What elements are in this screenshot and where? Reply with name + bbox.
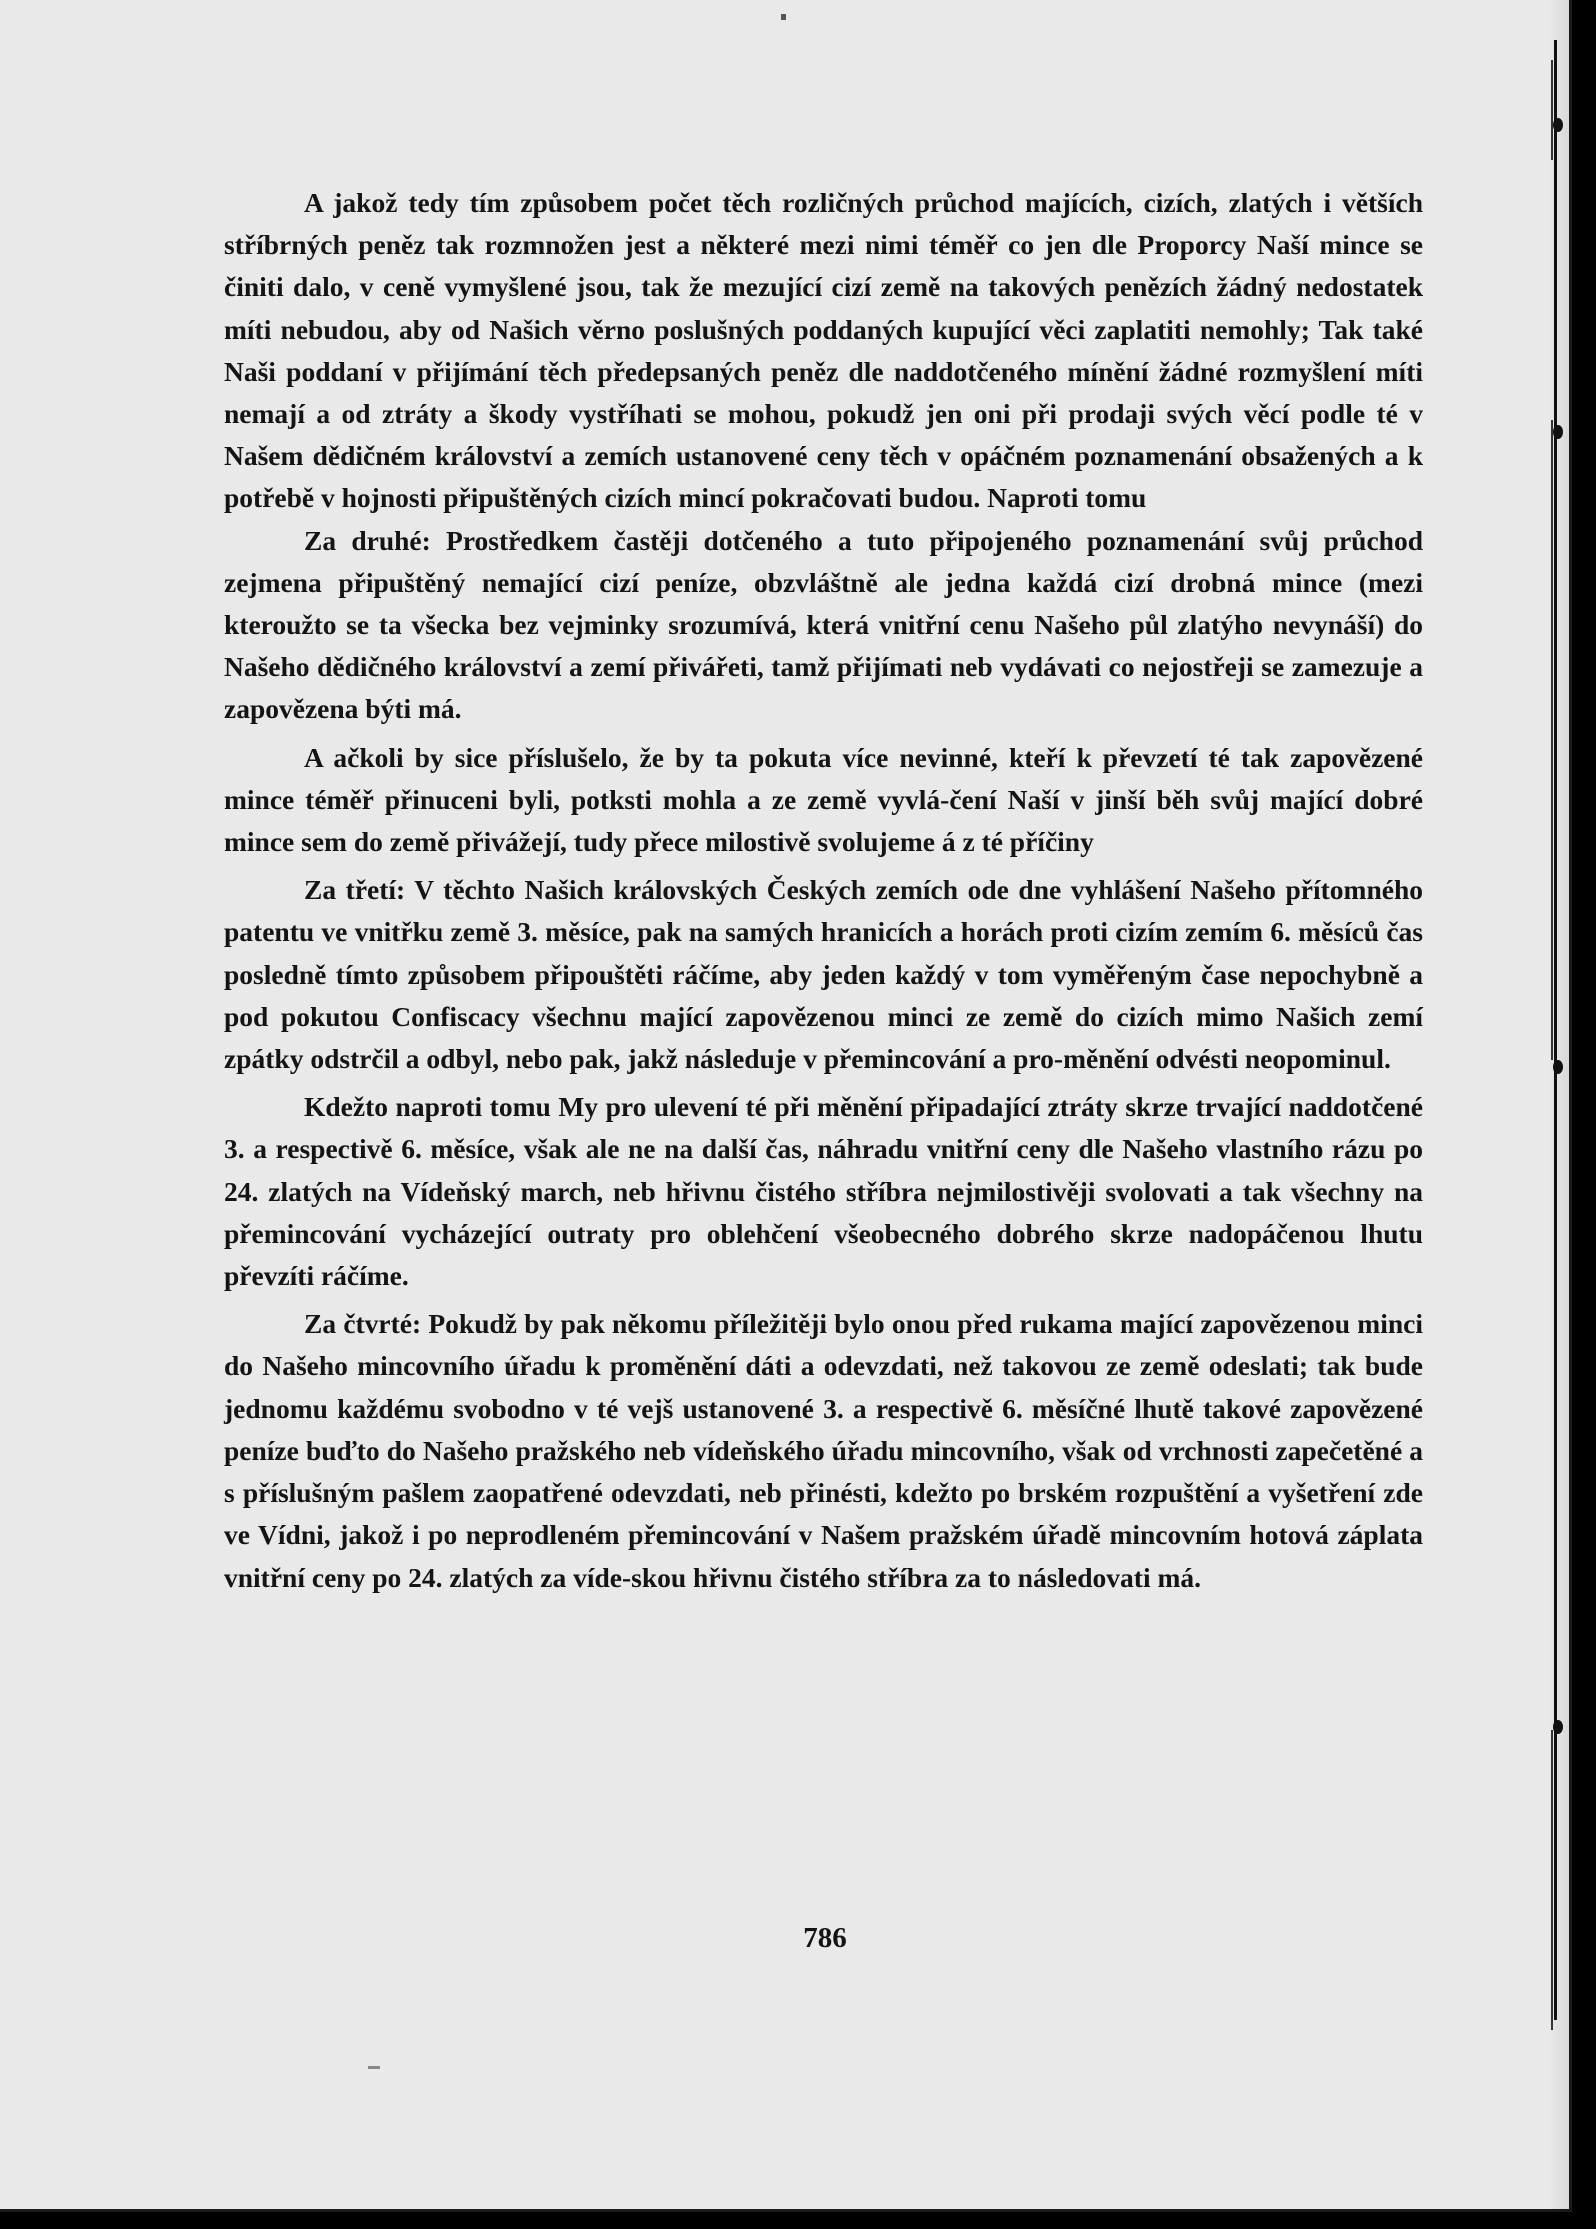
edge-bracket <box>1551 60 1567 160</box>
paragraph-3: A ačkoli by sice příslušelo, že by ta pokuta více nevinné, kteří k převzetí té tak zapovězené mince téměř přinuceni byli, potksti mohla a ze země vyvlá-čení Naší v jinší běh svůj mající dobré mince sem do země přivážejí, tudy přece milostivě svolujeme á z té příčiny <box>224 741 1423 858</box>
edge-bracket <box>1551 1730 1567 2030</box>
edge-marker <box>1553 1060 1563 1074</box>
paragraph-6: Za čtvrté: Pokudž by pak někomu příležitěji bylo onou před rukama mající zapovězenou minci do Našeho mincovního úřadu k proměnění dáti a odevzdati, než takovou ze země odeslati; tak bude jednomu každému svobodno v té vejš ustanovené 3. a respectivě 6. měsíčné lhutě takové zapovězené peníze buďto do Našeho pražského neb vídeňského úřadu mincovního, však od vrchnosti zapečetěné a s příslušným pašlem zaopatřené odevzdati, neb přinésti, kdežto po brském rozpuštění a vyšetření zde ve Vídni, jakož i po neprodleném přemincování v Našem pražském úřadě mincovním hotová záplata vnitřní ceny po 24. zlatých za víde-skou hřivnu čistého stříbra za to následovati má. <box>224 1308 1423 1593</box>
scan-speck <box>368 2066 380 2069</box>
page-edge-binding <box>1549 0 1569 2209</box>
scan-speck <box>781 14 786 20</box>
paragraph-2: Za druhé: Prostředkem častěji dotčeného a tuto připojeného poznamenání svůj průchod zejmena připuštěný nemající cizí peníze, obzvláštně ale jedna každá cizí drobná mince (mezi kteroužto se ta všecka bez vejminky srozumívá, která vnitřní cenu Našeho půl zlatýho nevynáší) do Našeho dědičného království a zemí přivářeti, tamž přijímati neb vydávati co nejostřeji se zamezuje a zapovězena býti má. <box>224 524 1423 725</box>
edge-bracket <box>1551 420 1567 1060</box>
text-body <box>224 182 1423 1599</box>
paragraph-1: A jakož tedy tím způsobem počet těch rozličných průchod majících, cizích, zlatých i větších stříbrných peněz tak rozmnožen jest a některé mezi nimi téměř co jen dle Proporcy Naší mince se činiti dalo, v ceně vymyšlené jsou, tak že mezující cizí země na takových penězích žádný nedostatek míti nebudou, aby od Našich věrno poslušných poddaných kupující věci zaplatiti nemohly; Tak také Naši poddaní v přijímání těch předepsaných peněz dle naddotčeného mínění žádné rozmyšlení míti nemají a od ztráty a škody vystříhati se mohou, pokudž jen oni při prodaji svých věcí podle té v Našem dědičném království a zemích ustanovené ceny těch v opáčném poznamenání obsažených a k potřebě v hojnosti připuštěných cizích mincí pokračovati budou. Naproti tomu <box>224 187 1423 514</box>
paragraph-4: Za třetí: V těchto Našich královských Českých zemích ode dne vyhlášení Našeho přítomného patentu ve vnitřku země 3. měsíce, pak na samých hranicích a horách proti cizím zemím 6. měsíců čas posledně tímto způsobem připouštěti ráčíme, aby jeden každý v tom vyměřeným čase nepochybně a pod pokutou Confiscacy všechnu mající zapovězenou minci ze země do cizích mimo Našich zemí zpátky odstrčil a odbyl, nebo pak, jakž následuje v přemincování a pro-měnění odvésti neopominul. <box>224 874 1423 1075</box>
page-number: 786 <box>803 1922 847 1954</box>
paragraph-5: Kdežto naproti tomu My pro ulevení té při měnění připadající ztráty skrze trvající naddotčené 3. a respectivě 6. měsíce, však ale ne na další čas, náhradu vnitřní ceny dle Našeho vlastního rázu po 24. zlatých na Vídeňský march, neb hřivnu čistého stříbra nejmilostivěji svolovati a tak všechny na přemincování vycházející outraty pro oblehčení všeobecného dobrého skrze nadopáčenou lhutu převzíti ráčíme. <box>224 1091 1423 1292</box>
